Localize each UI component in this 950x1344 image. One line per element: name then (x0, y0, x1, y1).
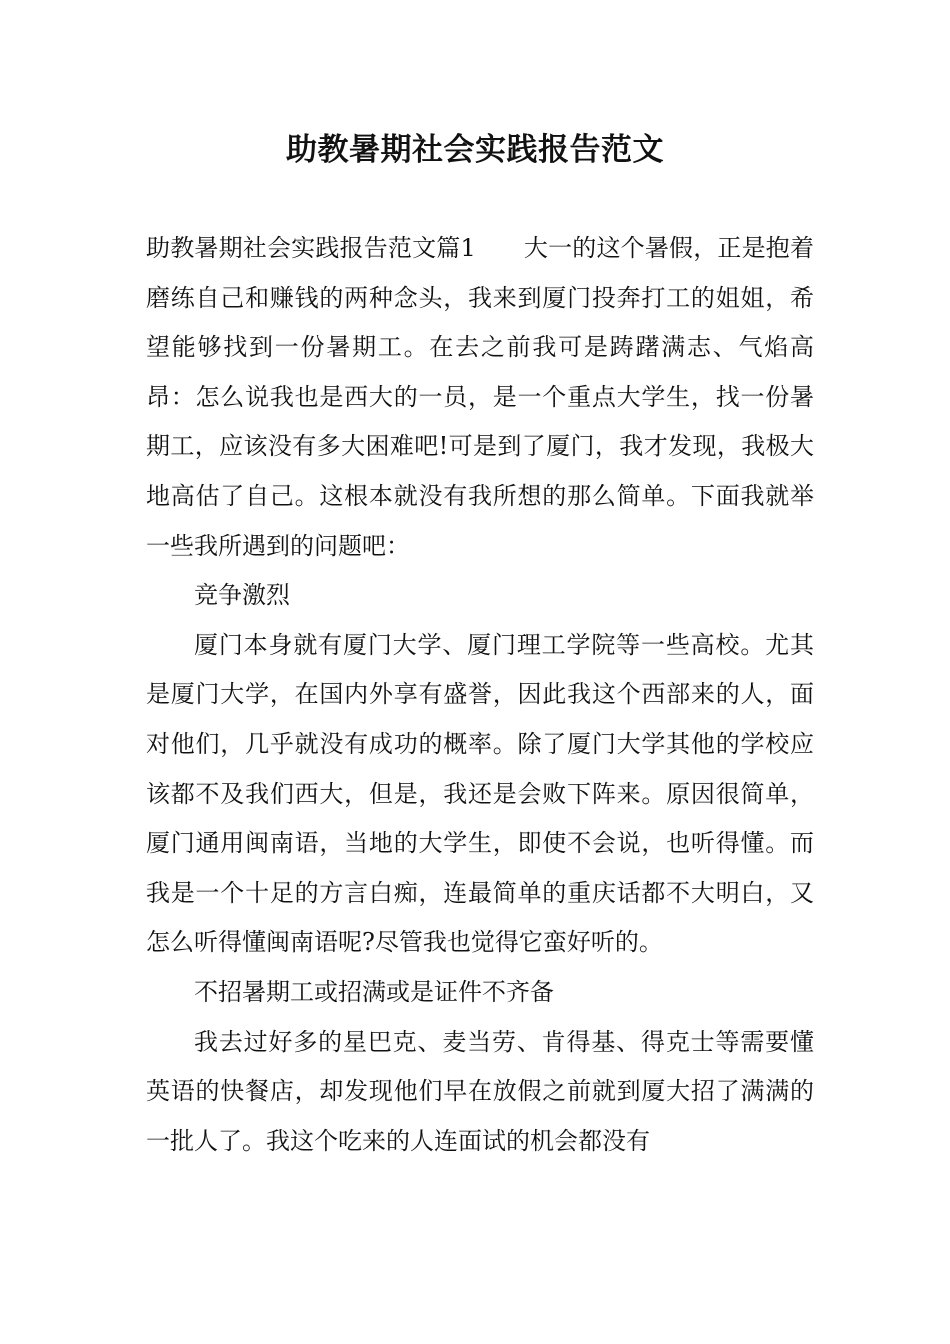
intro-heading: 助教暑期社会实践报告范文篇1 (146, 234, 476, 262)
section-heading-competition: 竞争激烈 (194, 581, 290, 610)
paragraph-intro (146, 224, 814, 571)
paragraph-jobs: 我去过好多的星巴克、麦当劳、肯得基、得克士等需要懂英语的快餐店，却发现他们早在放假之前就到厦大招了满满的一批人了。我这个吃来的人连面试的机会都没有 (146, 1027, 814, 1155)
section-heading-jobs: 不招暑期工或招满或是证件不齐备 (194, 977, 554, 1006)
document-body (146, 224, 814, 1166)
paragraph-competition: 厦门本身就有厦门大学、厦门理工学院等一些高校。尤其是厦门大学，在国内外享有盛誉，因此我这个西部来的人，面对他们，几乎就没有成功的概率。除了厦门大学其他的学校应该都不及我们西大，但是，我还是会败下阵来。原因很简单，厦门通用闽南语，当地的大学生，即使不会说，也听得懂。而我是一个十足的方言白痴，连最简单的重庆话都不大明白，又怎么听得懂闽南语呢?尽管我也觉得它蛮好听的。 (146, 630, 814, 957)
document-title: 助教暑期社会实践报告范文 (286, 132, 664, 168)
paragraph-text: 大一的这个暑假，正是抱着磨练自己和赚钱的两种念头，我来到厦门投奔打工的姐姐，希望能够找到一份暑期工。在去之前我可是踌躇满志、气焰高昂：怎么说我也是西大的一员，是一个重点大学生，找一份暑期工，应该没有多大困难吧!可是到了厦门，我才发现，我极大地高估了自己。这根本就没有我所想的那么简单。下面我就举一些我所遇到的问题吧： (146, 234, 814, 560)
